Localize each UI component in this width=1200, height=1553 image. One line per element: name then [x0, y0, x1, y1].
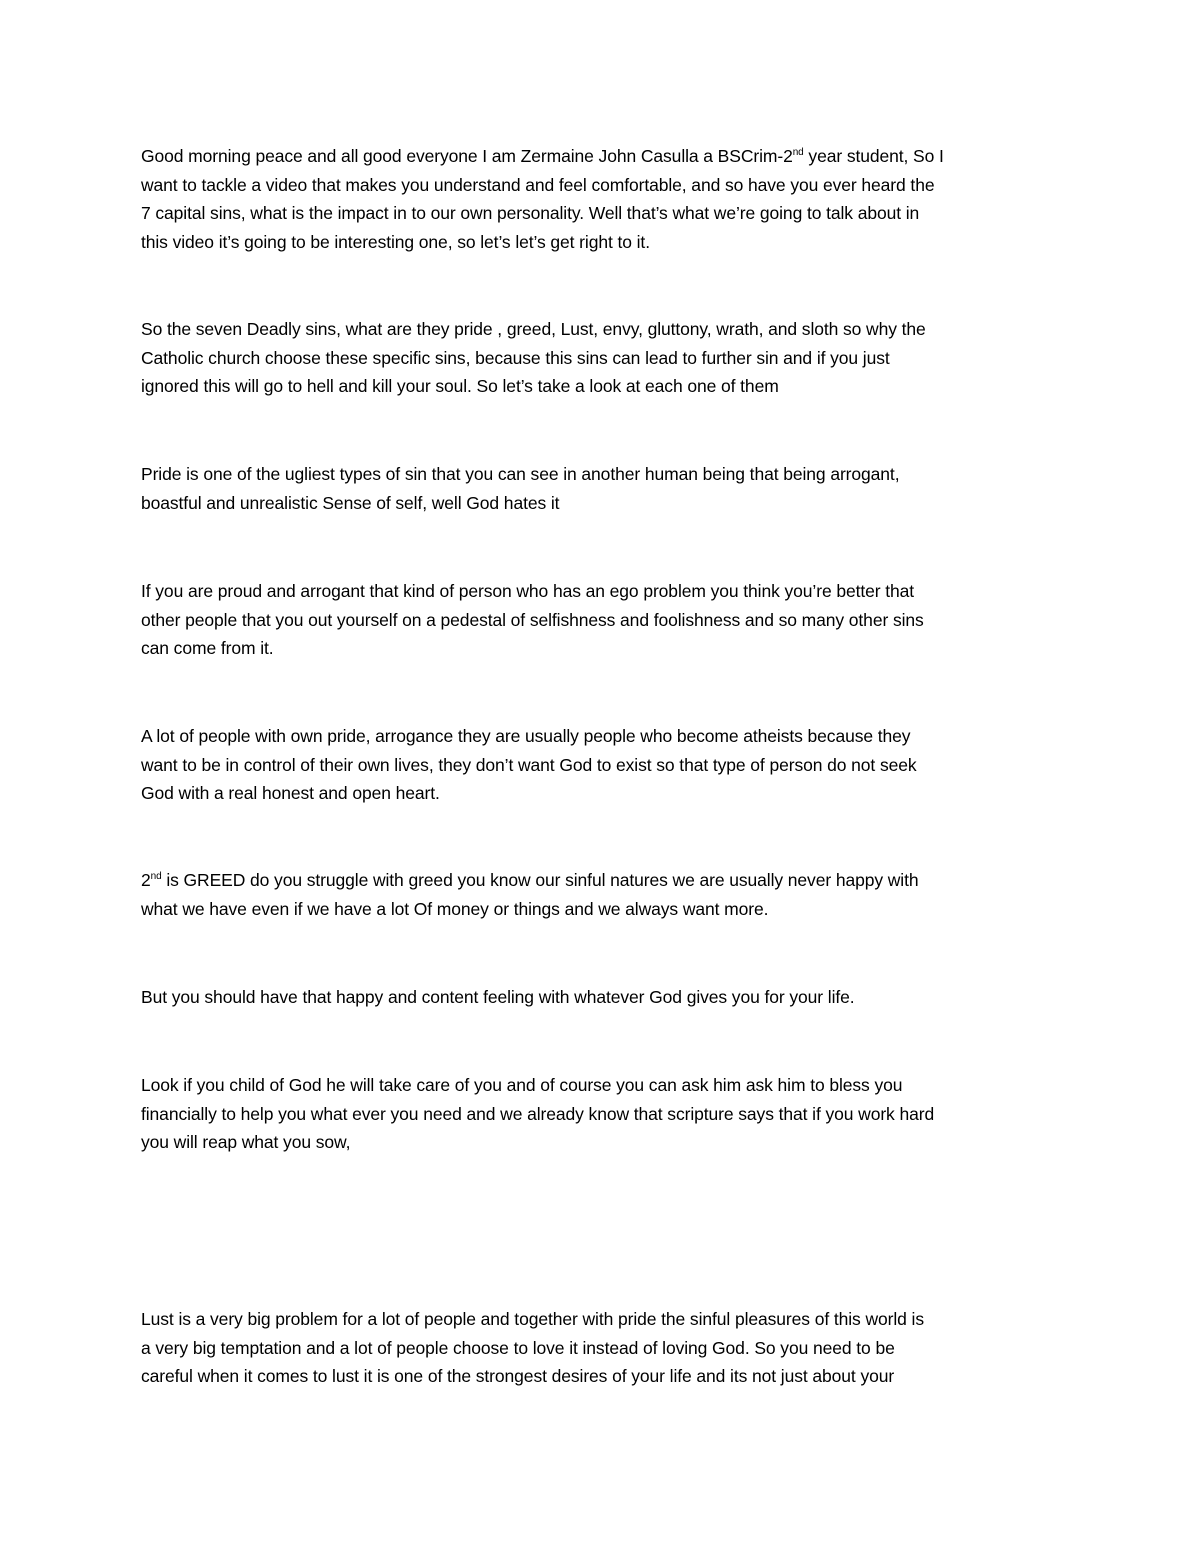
text-line: Pride is one of the ugliest types of sin that you can see in another human being that being arrogant, — [141, 464, 900, 484]
text-line: want to be in control of their own lives, they don’t want God to exist so that type of person do not seek — [141, 754, 917, 775]
text-line: financially to help you what ever you need and we already know that scripture says that if you work hard — [141, 1103, 935, 1124]
text-line: what we have even if we have a lot Of money or things and we always want more. — [141, 898, 769, 919]
ordinal-suffix: nd — [150, 871, 162, 882]
text-line: other people that you out yourself on a pedestal of selfishness and foolishness and so many other sins — [141, 609, 924, 630]
text-line: can come from it. — [141, 638, 274, 658]
paragraph-contentment — [141, 983, 1066, 1012]
text-line: God with a real honest and open heart. — [141, 783, 440, 803]
text-line: boastful and unrealistic Sense of self, well God hates it — [141, 492, 560, 513]
text-line: you will reap what you sow, — [141, 1132, 351, 1152]
line-text: Good morning peace and all good everyone I am Zermaine John Casulla a BSCrim-2 — [141, 146, 793, 166]
text-line: A lot of people with own pride, arrogance they are usually people who become atheists because they — [141, 726, 911, 746]
text-line: Lust is a very big problem for a lot of people and together with pride the sinful pleasures of this world is — [141, 1309, 924, 1329]
text-line: Look if you child of God he will take care of you and of course you can ask him ask him to bless you — [141, 1075, 903, 1095]
text-line: this video it’s going to be interesting one, so let’s let’s get right to it. — [141, 231, 650, 252]
text-line: 7 capital sins, what is the impact in to our own personality. Well that’s what we’re going to talk about in — [141, 203, 920, 223]
paragraph-seven-deadly-sins — [141, 315, 1066, 401]
text-line: careful when it comes to lust it is one of the strongest desires of your life and its not just about your — [141, 1366, 895, 1386]
text-line: want to tackle a video that makes you understand and feel comfortable, and so have you ever heard the — [141, 174, 935, 195]
paragraph-lust — [141, 1305, 1066, 1391]
text-line: If you are proud and arrogant that kind of person who has an ego problem you think you’re better that — [141, 581, 915, 601]
line-text: 2 — [141, 870, 151, 890]
line-text: year student, So I — [803, 146, 944, 166]
text-line — [141, 142, 1066, 171]
ordinal-suffix: nd — [792, 147, 804, 158]
paragraph-pride — [141, 460, 1066, 517]
text-line: But you should have that happy and content feeling with whatever God gives you for your life. — [141, 987, 855, 1007]
text-line: Catholic church choose these specific sins, because this sins can lead to further sin and if you just — [141, 347, 890, 368]
paragraph-proud-arrogant — [141, 577, 1066, 663]
line-text: is GREED do you struggle with greed you know our sinful natures we are usually never happy with — [161, 870, 919, 890]
paragraph-atheists — [141, 722, 1066, 808]
paragraph-introduction — [141, 142, 1066, 256]
paragraph-child-of-god — [141, 1071, 1066, 1157]
text-line: So the seven Deadly sins, what are they pride , greed, Lust, envy, gluttony, wrath, and sloth so why the — [141, 319, 926, 339]
text-line: ignored this will go to hell and kill your soul. So let’s take a look at each one of them — [141, 376, 779, 396]
text-line — [141, 866, 1066, 895]
paragraph-greed — [141, 866, 1066, 923]
text-line: a very big temptation and a lot of people choose to love it instead of loving God. So you need to be — [141, 1337, 895, 1358]
